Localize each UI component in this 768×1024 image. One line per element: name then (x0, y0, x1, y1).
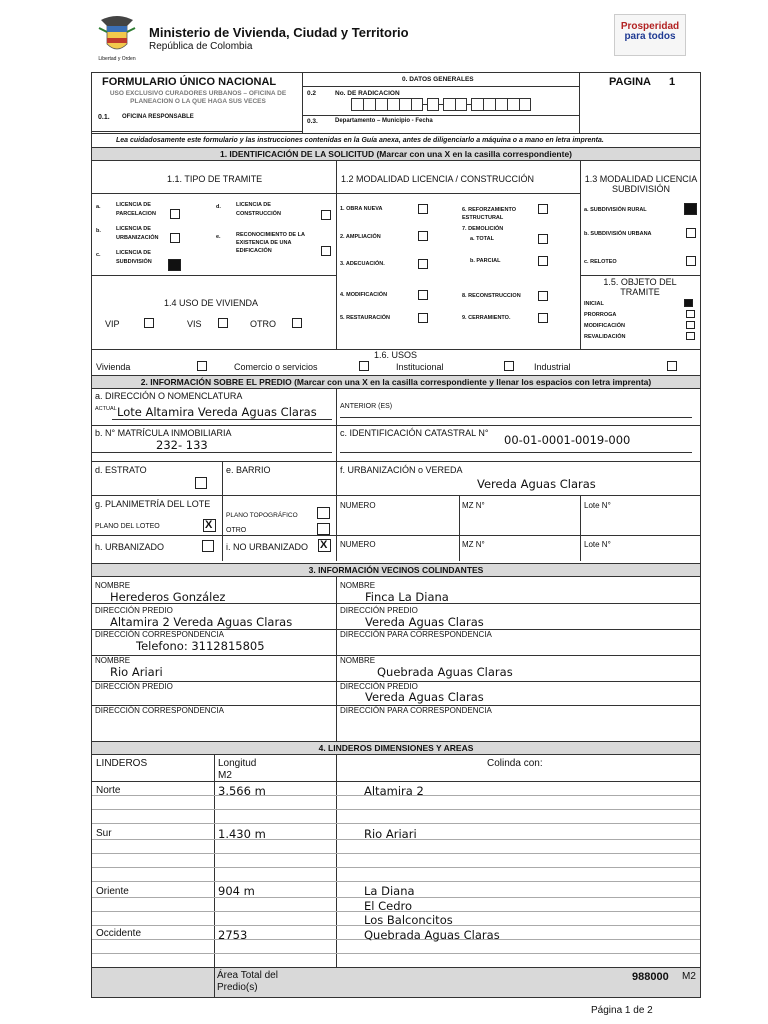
neighbor-4-name: Quebrada Aguas Claras (377, 665, 513, 679)
linderos-header: LINDEROS (96, 758, 148, 769)
dir-corr-3-label: DIRECCIÓN CORRESPONDENCIA (95, 706, 224, 715)
dir-predio-3-label: DIRECCIÓN PREDIO (95, 682, 173, 691)
row-sur-len: 1.430 m (218, 827, 266, 841)
mod-parcial: b. PARCIAL (470, 258, 501, 264)
checkbox-urbanizado[interactable] (202, 540, 214, 552)
checkbox-reconocimiento[interactable] (321, 246, 331, 256)
checkbox-total[interactable] (538, 234, 548, 244)
checkbox-estrato[interactable] (195, 477, 207, 489)
checkbox-urbanizacion[interactable] (170, 233, 180, 243)
lote-label-1: Lote N° (584, 501, 611, 510)
estrato-label: d. ESTRATO (95, 465, 147, 475)
checkbox-prorroga[interactable] (686, 310, 695, 318)
nombre-3-label: NOMBRE (95, 656, 131, 665)
plano-topo-label: PLANO TOPOGRÁFICO (226, 512, 298, 519)
objeto-inicial: INICIAL (584, 301, 604, 307)
vivienda-vip: VIP (105, 319, 120, 329)
mod-reconstruccion: 8. RECONSTRUCCION (462, 293, 521, 299)
num-02: 0.2 (307, 90, 317, 97)
row-occidente-len: 2753 (218, 928, 248, 942)
subdiv-title: 1.3 MODALIDAD LICENCIA SUBDIVISIÓN (584, 174, 698, 194)
checkbox-inicial[interactable] (684, 299, 693, 307)
modalidad-title: 1.2 MODALIDAD LICENCIA / CONSTRUCCIÓN (341, 174, 535, 184)
instructions: Lea cuidadosamente este formulario y las instrucciones contenidas en la Guía anexa, antes de diligenciarlo a máquina o a mano en letra imprenta. (116, 137, 604, 144)
page-footer: Página 1 de 2 (591, 1005, 653, 1016)
checkbox-plano-topo[interactable] (317, 507, 330, 519)
neighbor-1-address: Altamira 2 Vereda Aguas Claras (110, 615, 293, 629)
neighbor-3-name: Rio Ariari (110, 665, 163, 679)
radicacion-label: No. DE RADICACION (335, 90, 400, 97)
vivienda-title: 1.4 USO DE VIVIENDA (164, 298, 259, 308)
nombre-2-label: NOMBRE (340, 581, 376, 590)
tipo-reconocimiento: RECONOCIMIENTO DE LA EXISTENCIA DE UNA EDIFICACIÓN (236, 232, 305, 254)
catastral-label: c. IDENTIFICACIÓN CATASTRAL N° (340, 428, 489, 438)
checkbox-adecuacion[interactable] (418, 259, 428, 269)
checkbox-subdivision[interactable] (168, 259, 181, 271)
radicacion-boxes[interactable] (351, 98, 541, 112)
no-urbanizado-label: i. NO URBANIZADO (226, 542, 309, 552)
ministry-name: Ministerio de Vivienda, Ciudad y Territorio (149, 25, 409, 40)
mod-demolicion: 7. DEMOLICIÓN (462, 226, 504, 232)
checkbox-revalidacion[interactable] (686, 332, 695, 340)
row-oriente-dir: Oriente (96, 886, 129, 897)
row-norte-dir: Norte (96, 785, 121, 796)
num-01: 0.1. (98, 114, 110, 121)
tipo-construccion: LICENCIA DE CONSTRUCCIÓN (236, 202, 281, 217)
colinda-header: Colinda con: (487, 758, 543, 769)
page-label: PAGINA (609, 76, 651, 88)
section-3-title: 3. INFORMACIÓN VECINOS COLINDANTES (92, 563, 700, 577)
dept-line: Departamento – Municipio - Fecha (335, 118, 433, 124)
checkbox-cerramiento[interactable] (538, 313, 548, 323)
form: FORMULARIO ÚNICO NACIONAL USO EXCLUSIVO CURADORES URBANOS – OFICINA DE PLANEACION O LA QUE HAGA SUS VECES 0.1. OFICINA RESPONSABLE 0. DATOS GENERALES 0.2 No. DE RADICACION 0.3. Departamento – Municipio - Fecha PAGINA 1 Lea cuidadosamente este formulario y las instrucciones contenidas en la Guía anexa, antes de diligenciarlo a máquina o a mano en letra imprenta. 1. IDENTIFICACIÓN DE LA SOLICITUD (Marcar con una X en la casilla correspondiente) 1.1. TIPO DE TRAMITE 1.2 MODALIDAD LICENCIA / CONSTRUCCIÓN 1.3 MODALIDAD LICENCIA SUBDIVISIÓN a. LICENCIA DE PARCELACION b. LICENCIA DE URBANIZACIÓN c. LICENCIA DE SUBDIVISIÓN d. LICENCIA DE CONSTRUCCIÓN e. RECONOCIMIENTO DE LA EXISTENCIA DE UNA EDIFICACIÓN 1. OBRA NUEVA 2. AMPLIACIÓN 3. ADECUACIÓN. 6. REFORZAMIENTO ESTRUCTURAL 7. DEMOLICIÓN a. TOTAL b. PARCIAL 4. MODIFICACIÓN 5. RESTAURACIÓN 8. RECONSTRUCCION 9. CERRAMIENTO. a. SUBDIVISIÓN RURAL b. SUBDIVISIÓN URBANA c. RELOTEO 1.4 USO DE VIVIENDA VIP VIS OTRO 1.5. OBJETO DEL TRAMITE INICIAL PRORROGA MODIFICACIÓN REVALIDACIÓN 1.6. USOS Vivienda Comercio o servicios Institucional Industrial 2. INFORMACIÓN SOBRE EL PREDIO (Marcar con una X en la casilla correspondiente y llenar los espacios con letra imprenta) a. DIRECCIÓN O NOMENCLATURA ACTUAL Lote Altamira Vereda Aguas Claras ANTERIOR (ES) b. N° MATRÍCULA INMOBILIARIA 232- 133 c. IDENTIFICACIÓN CATASTRAL N° 00-01-0001-0019-000 d. ESTRATO e. BARRIO f. URBANIZACIÓN o VEREDA Vereda Aguas Claras g. PLANIMETRÍA DEL LOTE PLANO DEL LOTEO X PLANO TOPOGRÁFICO OTRO h. URBANIZADO i. NO URBANIZADO X NUMERO MZ N° Lote N° NUMERO MZ N° Lote N° 3. INFORMACIÓN VECINOS COLINDANTES NOMBRE Herederos González DIRECCIÓN PREDIO Altamira 2 Vereda Aguas Claras DIRECCIÓN CORRESPONDENCIA Telefono: 3112815805 NOMBRE Finca La Diana DIRECCIÓN PREDIO Vereda Aguas Claras DIRECCIÓN PARA CORRESPONDENCIA NOMBRE Rio Ariari DIRECCIÓN PREDIO DIRECCIÓN CORRESPONDENCIA NOMBRE Quebrada Aguas Claras DIRECCIÓN PREDIO Vereda Aguas Claras DIRECCIÓN PARA CORRESPONDENCIA 4. LINDEROS DIMENSIONES Y AREAS LINDEROS Longitud M2 Colinda con: Norte 3.566 m Altamira 2 Sur 1.430 m Rio Ariari Oriente 904 m La Diana El Cedro Los Balconcitos Occidente 2753 Quebrada Aguas Claras Área Total del Predio(s) 988000 M2 (91, 72, 701, 998)
anterior-label: ANTERIOR (ES) (340, 403, 393, 410)
x-mark-no-urbanizado: X (320, 539, 328, 551)
uso-industrial: Industrial (534, 362, 571, 372)
x-mark-loteo: X (205, 519, 213, 531)
row-occidente-dir: Occidente (96, 928, 142, 939)
form-note: USO EXCLUSIVO CURADORES URBANOS – OFICINA DE PLANEACION O LA QUE HAGA SUS VECES (109, 90, 287, 105)
objeto-modificacion: MODIFICACIÓN (584, 323, 625, 329)
nombre-4-label: NOMBRE (340, 656, 376, 665)
mod-modificacion: 4. MODIFICACIÓN (340, 292, 388, 298)
checkbox-uso-industrial[interactable] (667, 361, 677, 371)
grid-line (92, 809, 700, 810)
checkbox-otro-plano[interactable] (317, 523, 330, 535)
nombre-1-label: NOMBRE (95, 581, 131, 590)
checkbox-vip[interactable] (144, 318, 154, 328)
section-4-title: 4. LINDEROS DIMENSIONES Y AREAS (92, 741, 700, 755)
checkbox-reforzamiento[interactable] (538, 204, 548, 214)
checkbox-modificacion[interactable] (418, 290, 428, 300)
row-oriente-col: La Diana (364, 884, 415, 898)
dir-corr-2-label: DIRECCIÓN PARA CORRESPONDENCIA (340, 630, 492, 639)
m2-header: M2 (218, 770, 232, 781)
checkbox-reconstruccion[interactable] (538, 291, 548, 301)
neighbor-2-address: Vereda Aguas Claras (365, 615, 484, 629)
grid-line (92, 881, 700, 882)
row-norte-len: 3.566 m (218, 784, 266, 798)
mz-label-1: MZ N° (462, 501, 485, 510)
neighbor-1-phone: Telefono: 3112815805 (136, 639, 265, 653)
usos-title: 1.6. USOS (374, 350, 418, 360)
uso-vivienda: Vivienda (96, 362, 131, 372)
checkbox-vis[interactable] (218, 318, 228, 328)
objeto-prorroga: PRORROGA (584, 312, 617, 318)
dir-corr-4-label: DIRECCIÓN PARA CORRESPONDENCIA (340, 706, 492, 715)
uso-comercio: Comercio o servicios (234, 362, 318, 372)
row-norte-col: Altamira 2 (364, 784, 424, 798)
longitud-header: Longitud (218, 758, 257, 769)
dir-predio-2-label: DIRECCIÓN PREDIO (340, 606, 418, 615)
checkbox-uso-institucional[interactable] (504, 361, 514, 371)
checkbox-obra-nueva[interactable] (418, 204, 428, 214)
neighbor-1-name: Herederos González (110, 590, 226, 604)
subdiv-rural: a. SUBDIVISIÓN RURAL (584, 207, 647, 213)
row-oriente-extra2: Los Balconcitos (364, 913, 453, 927)
objeto-revalidacion: REVALIDACIÓN (584, 334, 626, 340)
checkbox-parcelacion[interactable] (170, 209, 180, 219)
row-sur-dir: Sur (96, 828, 112, 839)
checkbox-restauracion[interactable] (418, 313, 428, 323)
checkbox-construccion[interactable] (321, 210, 331, 220)
checkbox-uso-vivienda[interactable] (197, 361, 207, 371)
seal-motto: Libertad y Orden (98, 56, 136, 62)
dir-predio-1-label: DIRECCIÓN PREDIO (95, 606, 173, 615)
form-title: FORMULARIO ÚNICO NACIONAL (102, 76, 277, 88)
grid-line (92, 953, 700, 954)
country-name: República de Colombia (149, 41, 253, 52)
actual-label: ACTUAL (95, 406, 117, 412)
row-occidente-col: Quebrada Aguas Claras (364, 928, 500, 942)
row-oriente-extra1: El Cedro (364, 899, 413, 913)
tipo-urbanizacion: LICENCIA DE URBANIZACIÓN (116, 226, 159, 241)
tipo-subdivision: LICENCIA DE SUBDIVISIÓN (116, 250, 152, 265)
mz-label-2: MZ N° (462, 540, 485, 549)
neighbor-4-address: Vereda Aguas Claras (365, 690, 484, 704)
mod-cerramiento: 9. CERRAMIENTO. (462, 315, 511, 321)
matricula-label: b. N° MATRÍCULA INMOBILIARIA (95, 428, 232, 438)
mod-obra-nueva: 1. OBRA NUEVA (340, 206, 383, 212)
planimetria-label: g. PLANIMETRÍA DEL LOTE (95, 499, 211, 509)
general-data: 0. DATOS GENERALES (402, 76, 474, 83)
objeto-title: 1.5. OBJETO DEL TRAMITE (603, 277, 677, 297)
checkbox-parcial[interactable] (538, 256, 548, 266)
area-total-label: Área Total del Predio(s) (217, 970, 278, 993)
section-2-title: 2. INFORMACIÓN SOBRE EL PREDIO (Marcar con una X en la casilla correspondiente y llenar los espacios con letra imprenta) (92, 375, 700, 389)
checkbox-modif-objeto[interactable] (686, 321, 695, 329)
grid-line (92, 823, 700, 824)
prosperidad-logo: Prosperidad para todos (614, 14, 686, 56)
subdiv-urbana: b. SUBDIVISIÓN URBANA (584, 231, 652, 237)
checkbox-otro-vivienda[interactable] (292, 318, 302, 328)
num-03: 0.3. (307, 118, 318, 125)
grid-line (92, 867, 700, 868)
plano-loteo-label: PLANO DEL LOTEO (95, 523, 160, 530)
vereda-value: Vereda Aguas Claras (477, 477, 596, 491)
checkbox-uso-comercio[interactable] (359, 361, 369, 371)
numero-label-1: NUMERO (340, 501, 376, 510)
urbanizacion-label: f. URBANIZACIÓN o VEREDA (340, 465, 463, 475)
grid-line (92, 853, 700, 854)
area-total-value: 988000 (632, 971, 669, 983)
direccion-value: Lote Altamira Vereda Aguas Claras (117, 405, 317, 419)
section-1-title: 1. IDENTIFICACIÓN DE LA SOLICITUD (Marcar con una X en la casilla correspondiente) (92, 147, 700, 161)
direccion-label: a. DIRECCIÓN O NOMENCLATURA (95, 391, 243, 401)
subdiv-reloteo: c. RELOTEO (584, 259, 617, 265)
uso-institucional: Institucional (396, 362, 444, 372)
area-total-row (92, 967, 700, 997)
row-oriente-len: 904 m (218, 884, 255, 898)
catastral-value: 00-01-0001-0019-000 (504, 433, 631, 447)
row-sur-col: Rio Ariari (364, 827, 417, 841)
mod-adecuacion: 3. ADECUACIÓN. (340, 261, 385, 267)
vivienda-otro: OTRO (250, 319, 276, 329)
otro-label: OTRO (226, 527, 247, 534)
matricula-value: 232- 133 (156, 438, 208, 452)
mod-reforzamiento: 6. REFORZAMIENTO ESTRUCTURAL (462, 207, 516, 221)
urbanizado-label: h. URBANIZADO (95, 542, 165, 552)
mod-total: a. TOTAL (470, 236, 494, 242)
checkbox-reloteo[interactable] (686, 256, 696, 266)
dir-predio-4-label: DIRECCIÓN PREDIO (340, 682, 418, 691)
dir-corr-1-label: DIRECCIÓN CORRESPONDENCIA (95, 630, 224, 639)
lote-label-2: Lote N° (584, 540, 611, 549)
page-number: 1 (669, 76, 676, 88)
vivienda-vis: VIS (187, 319, 202, 329)
coat-of-arms (95, 14, 139, 64)
tipo-title: 1.1. TIPO DE TRAMITE (167, 174, 263, 184)
checkbox-ampliacion[interactable] (418, 231, 428, 241)
checkbox-subdiv-rural[interactable] (684, 203, 697, 215)
mod-ampliacion: 2. AMPLIACIÓN (340, 234, 381, 240)
tipo-parcelacion: LICENCIA DE PARCELACION (116, 202, 156, 217)
neighbor-2-name: Finca La Diana (365, 590, 449, 604)
barrio-label: e. BARRIO (226, 465, 271, 475)
area-total-unit: M2 (682, 971, 696, 982)
mod-restauracion: 5. RESTAURACIÓN (340, 315, 391, 321)
office-label: OFICINA RESPONSABLE (122, 114, 194, 120)
checkbox-subdiv-urbana[interactable] (686, 228, 696, 238)
numero-label-2: NUMERO (340, 540, 376, 549)
